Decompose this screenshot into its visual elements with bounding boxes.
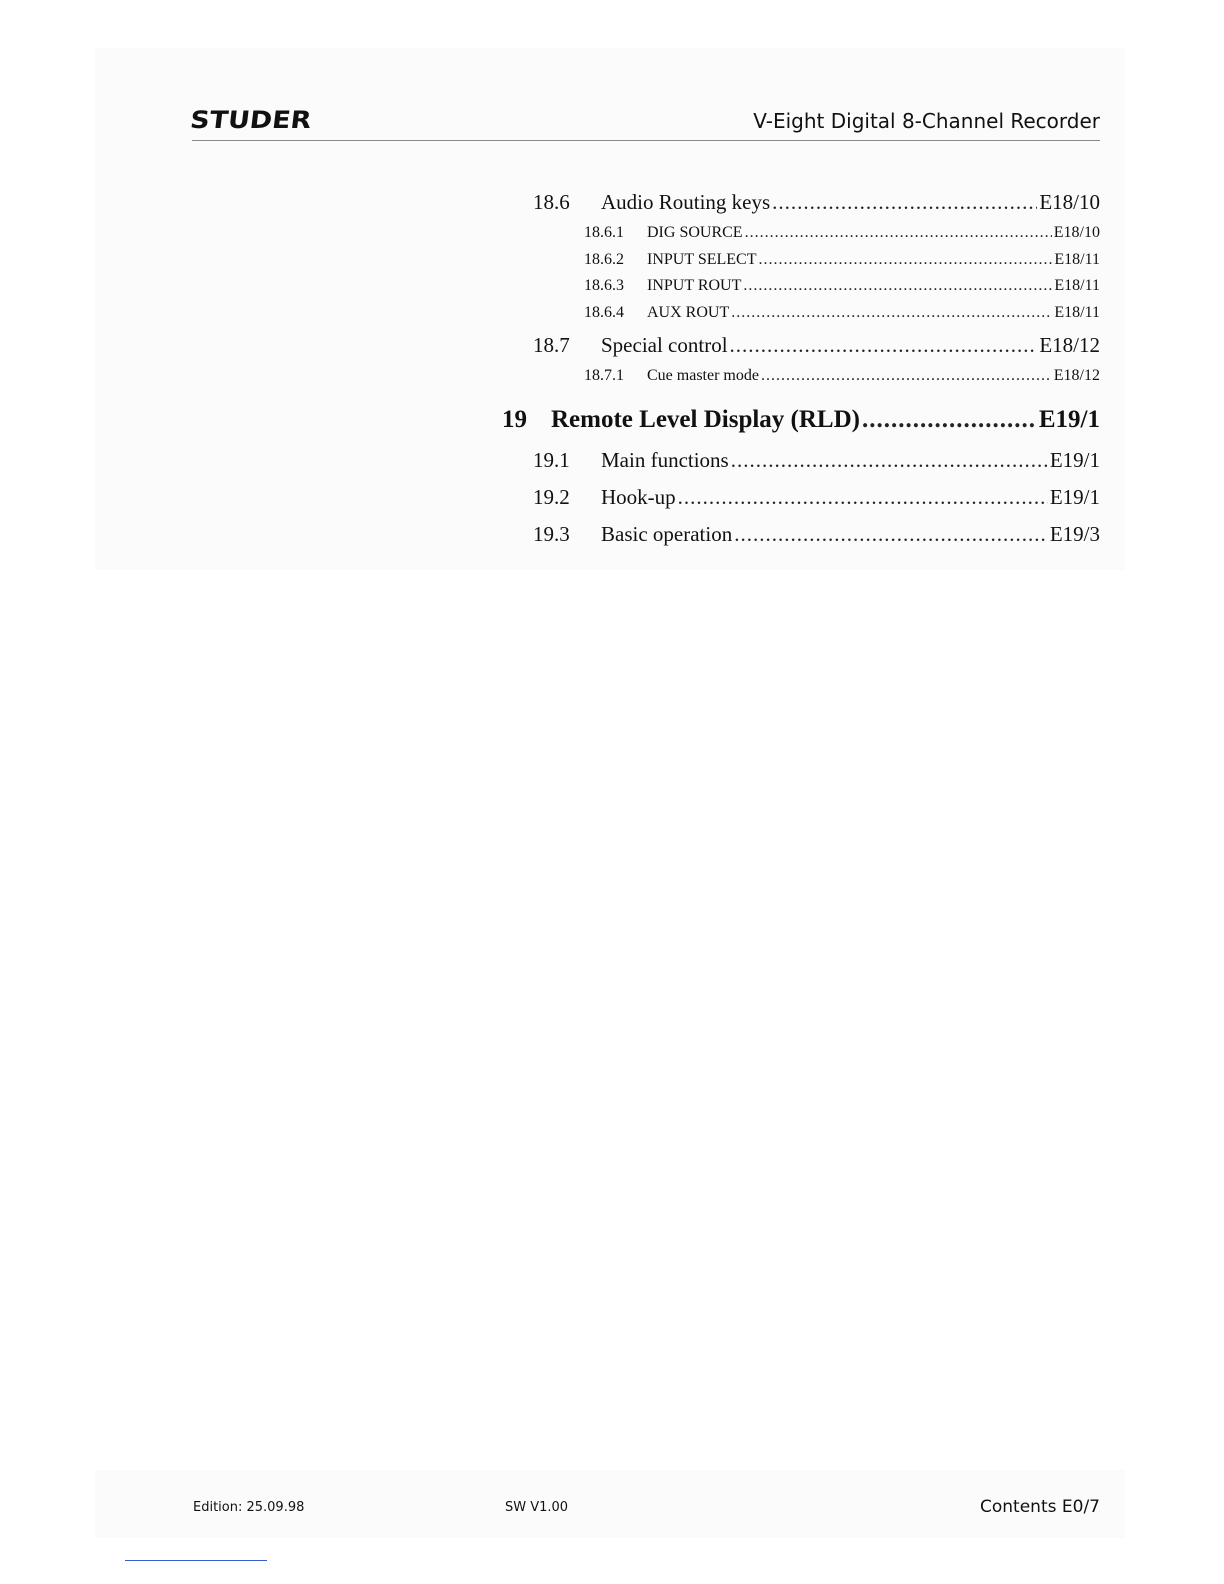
toc-entry[interactable] bbox=[533, 485, 1100, 510]
toc-entry-page: E19/1 bbox=[1038, 406, 1100, 433]
toc-entry-number: 18.7 bbox=[533, 333, 570, 357]
toc-entry-title: Remote Level Display (RLD) bbox=[551, 406, 860, 433]
toc-entry-page: E18/10 bbox=[1039, 190, 1100, 214]
toc-entry-page: E19/1 bbox=[1049, 485, 1100, 509]
toc-chapter-entry[interactable] bbox=[502, 406, 1100, 434]
toc-entry-number: 18.6.4 bbox=[584, 304, 624, 321]
toc-entry-number: 19.3 bbox=[533, 522, 570, 546]
toc-entry[interactable] bbox=[533, 522, 1100, 547]
toc-entry[interactable] bbox=[584, 251, 1100, 269]
toc-entry-page: E18/11 bbox=[1054, 304, 1100, 321]
toc-entry[interactable] bbox=[533, 190, 1100, 215]
header-divider bbox=[192, 140, 1100, 141]
dot-leader bbox=[862, 406, 1037, 434]
document-title: V-Eight Digital 8-Channel Recorder bbox=[753, 109, 1100, 133]
dot-leader bbox=[743, 277, 1052, 295]
toc-entry-page: E19/3 bbox=[1049, 522, 1100, 546]
toc-entry-number: 19.2 bbox=[533, 485, 570, 509]
toc-entry-title: INPUT SELECT bbox=[647, 251, 757, 268]
toc-entry-title: Audio Routing keys bbox=[601, 190, 771, 214]
page-edge-line bbox=[125, 1560, 267, 1561]
toc-entry-title: DIG SOURCE bbox=[647, 224, 743, 241]
toc-entry-page: E18/12 bbox=[1053, 367, 1100, 384]
dot-leader bbox=[730, 333, 1038, 358]
toc-entry[interactable] bbox=[584, 277, 1100, 295]
toc-entry-number: 19 bbox=[502, 406, 527, 433]
toc-entry-number: 19.1 bbox=[533, 448, 570, 472]
toc-entry[interactable] bbox=[533, 333, 1100, 358]
software-version-label: SW V1.00 bbox=[505, 1500, 569, 1515]
toc-entry-title: Special control bbox=[601, 333, 728, 357]
toc-entry[interactable] bbox=[584, 367, 1100, 385]
dot-leader bbox=[734, 522, 1048, 547]
toc-entry-number: 18.6.1 bbox=[584, 224, 624, 241]
edition-label: Edition: 25.09.98 bbox=[193, 1500, 305, 1515]
toc-entry-title: INPUT ROUT bbox=[647, 277, 742, 294]
toc-entry[interactable] bbox=[533, 448, 1100, 473]
toc-entry-number: 18.7.1 bbox=[584, 367, 624, 384]
toc-entry-page: E19/1 bbox=[1049, 448, 1100, 472]
toc-entry-title: AUX ROUT bbox=[647, 304, 730, 321]
studer-logo: STUDER bbox=[188, 106, 313, 134]
toc-entry[interactable] bbox=[584, 224, 1100, 242]
page-number-label: Contents E0/7 bbox=[980, 1497, 1100, 1517]
dot-leader bbox=[731, 304, 1052, 322]
toc-entry-page: E18/12 bbox=[1039, 333, 1100, 357]
toc-entry-number: 18.6.2 bbox=[584, 251, 624, 268]
dot-leader bbox=[731, 448, 1048, 473]
toc-entry-page: E18/11 bbox=[1054, 277, 1100, 294]
toc-entry-title: Cue master mode bbox=[647, 367, 759, 384]
toc-entry-number: 18.6 bbox=[533, 190, 570, 214]
toc-entry-page: E18/10 bbox=[1053, 224, 1100, 241]
dot-leader bbox=[745, 224, 1052, 242]
dot-leader bbox=[761, 367, 1052, 385]
toc-entry[interactable] bbox=[584, 304, 1100, 322]
dot-leader bbox=[758, 251, 1052, 269]
toc-entry-title: Main functions bbox=[601, 448, 729, 472]
toc-entry-title: Hook-up bbox=[601, 485, 676, 509]
toc-entry-number: 18.6.3 bbox=[584, 277, 624, 294]
dot-leader bbox=[678, 485, 1048, 510]
toc-entry-page: E18/11 bbox=[1054, 251, 1100, 268]
dot-leader bbox=[772, 190, 1037, 215]
toc-entry-title: Basic operation bbox=[601, 522, 733, 546]
